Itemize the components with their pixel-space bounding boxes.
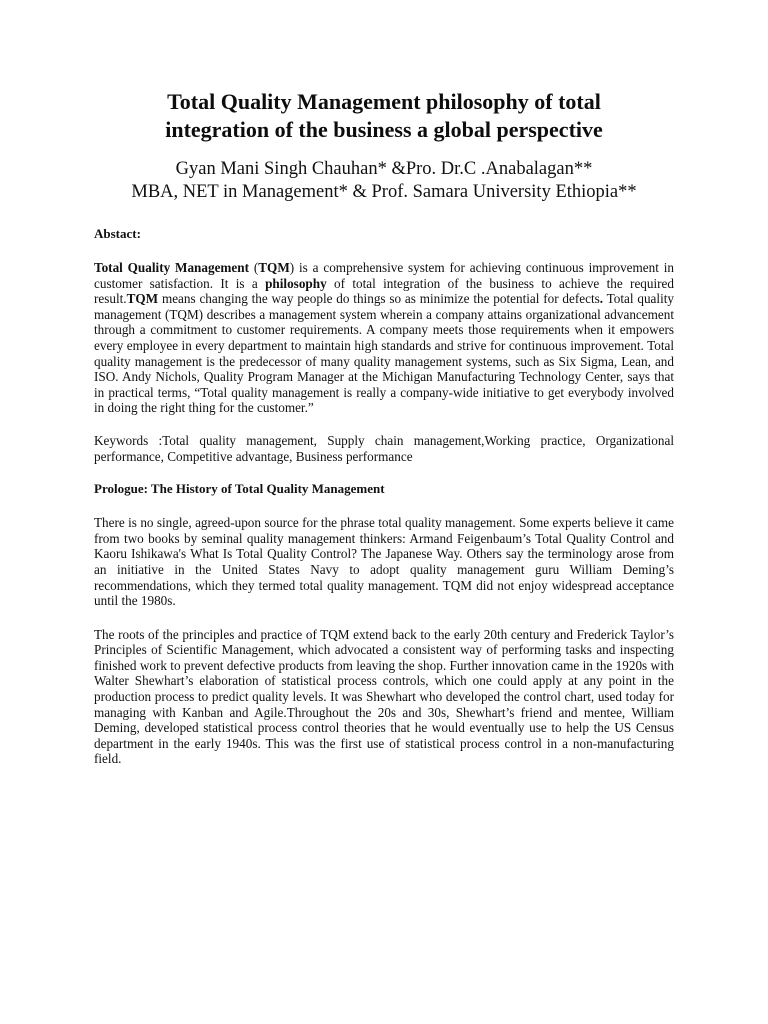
title-line-1: Total Quality Management philosophy of total (167, 89, 601, 114)
abstract-tqm-term: Total Quality Management (94, 260, 250, 275)
abstract-tqm-abbr-2: TQM (126, 291, 159, 307)
author-affiliations: MBA, NET in Management* & Prof. Samara University Ethiopia** (131, 182, 637, 202)
title-line-2: integration of the business a global perspective (165, 117, 603, 142)
prologue-paragraph-1: There is no single, agreed-upon source for the phrase total quality management. Some experts believe it came from two books by seminal quality management thinkers: Armand Feigenbaum’s Total Quality Control and Kaoru Ishikawa's What Is Total Quality Control? The Japanese Way. Others say the terminology arose from an initiative in the United States Navy to adopt quality management guru William Deming’s recommendations, which they termed total quality management. TQM did not enjoy widespread acceptance until the 1980s. (94, 515, 674, 609)
abstract-text-4: Total quality management (TQM) describes a management system wherein a company attains organizational advancement through a commitment to customer requirements. A company meets those requirements when it empowers every employee in every department to maintain high standards and strive for continuous improvement. Total quality management is the predecessor of many quality management systems, such as Six Sigma, Lean, and ISO. Andy Nichols, Quality Program Manager at the Michigan Manufacturing Technology Center, says that in practical terms, “Total quality management is really a company-wide initiative to get everybody involved in doing the right thing for the customer.” (94, 291, 674, 416)
abstract-paragraph (94, 260, 674, 416)
author-block (94, 158, 674, 204)
abstract-philosophy: philosophy (265, 275, 327, 291)
abstract-text-1: ) is a comprehensive system for achieving continuous improvement in customer satisfaction. It is a (94, 260, 674, 291)
author-names: Gyan Mani Singh Chauhan* &Pro. Dr.C .Anabalagan** (175, 159, 593, 179)
abstract-period: . (599, 291, 604, 307)
abstract-heading: Abstact: (94, 226, 141, 241)
abstract-text-3: means changing the way people do things so as minimize the potential for defects (158, 291, 600, 307)
abstract-tqm-abbr: TQM (258, 260, 290, 275)
abstract-paren-open: ( (249, 260, 259, 275)
prologue-heading: Prologue: The History of Total Quality Management (94, 481, 385, 497)
abstract-text-2: of total integration of the business to achieve the required result. (94, 275, 674, 307)
keywords-paragraph: Keywords :Total quality management, Supply chain management,Working practice, Organizational performance, Competitive advantage, Business performance (94, 432, 674, 464)
prologue-paragraph-2: The roots of the principles and practice of TQM extend back to the early 20th century and Frederick Taylor’s Principles of Scientific Management, which advocated a consistent way of performing tasks and inspecting finished work to prevent defective products from leaving the shop. Further innovation came in the 1920s with Walter Shewhart’s elaboration of statistical process controls, which one could apply at any point in the production process to predict quality levels. It was Shewhart who developed the control chart, used today for managing with Kanban and Agile.Throughout the 20s and 30s, Shewhart’s friend and mentee, William Deming, developed statistical process control theories that he would eventually use to help the US Census department in the early 1940s. This was the first use of statistical process control in a non-manufacturing field. (94, 626, 674, 767)
paper-title (94, 0, 674, 144)
